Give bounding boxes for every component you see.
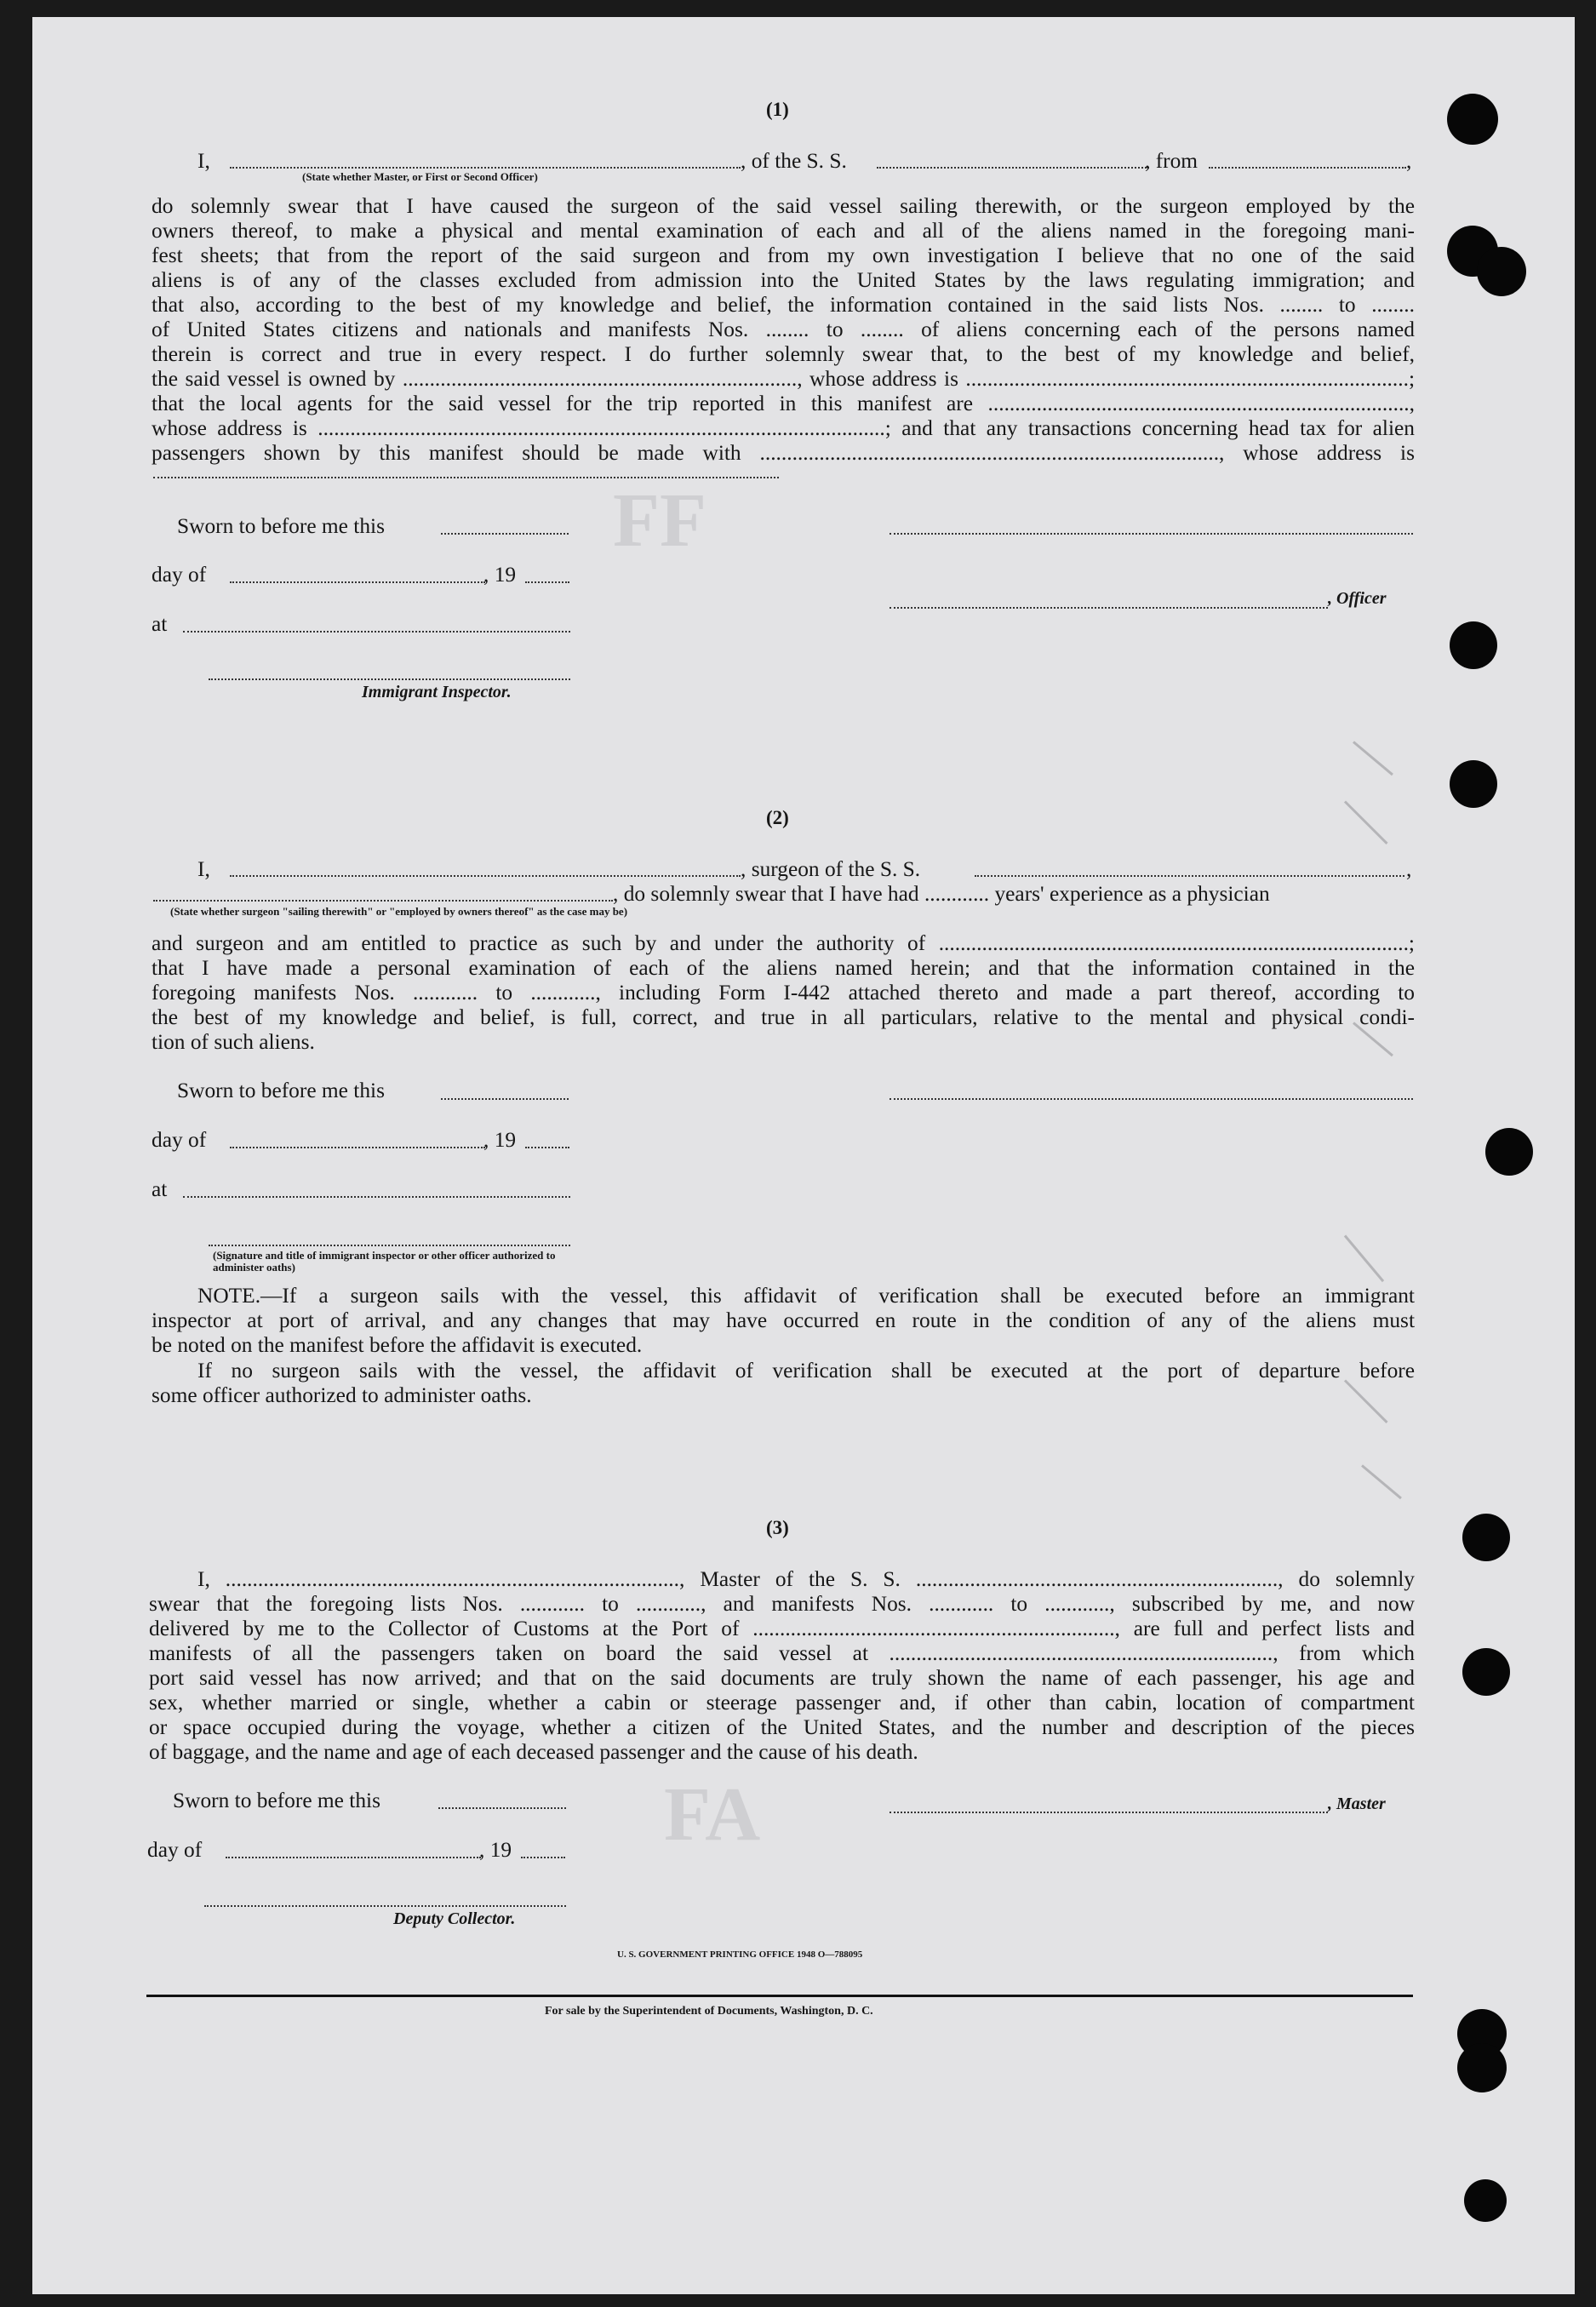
master-paragraph-line: or space occupied during the voyage, whether a citizen of the United States, and the number and description of the pieces <box>149 1715 1415 1739</box>
master-paragraph-line: of baggage, and the name and age of each deceased passenger and the cause of his death. <box>149 1740 918 1764</box>
trailing-comma: , <box>1406 857 1412 881</box>
master-oath-line: I, ...................................................................................., Master of the S. S. ..................................................................., do solemnly <box>197 1567 1415 1591</box>
day-label: day of <box>152 563 207 587</box>
oath-paragraph-line: the said vessel is owned by ........................................................................., whose address is ..................................................................................; <box>152 367 1415 391</box>
binder-hole <box>1477 247 1526 296</box>
binder-hole <box>1464 2179 1507 2222</box>
sworn-label: Sworn to before me this <box>177 1079 385 1102</box>
oath-paragraph-line: that the local agents for the said vessel for the trip reported in this manifest are .............................................................................., <box>152 392 1415 415</box>
master-paragraph-line: swear that the foregoing lists Nos. ............ to ............, and manifests Nos. ............ to ............, subscribed by me, and now <box>149 1592 1415 1616</box>
binder-hole <box>1450 621 1497 669</box>
surgeon-paragraph-line: tion of such aliens. <box>152 1030 315 1054</box>
oath-paragraph-line: aliens is of any of the classes excluded from admission into the United States by the laws regulating immigration; and <box>152 268 1415 292</box>
at-label: at <box>152 612 168 636</box>
officer-label: , Officer <box>1328 589 1387 608</box>
master-paragraph-line: manifests of all the passengers taken on board the said vessel at ......................................................................., from which <box>149 1641 1415 1665</box>
day-line <box>230 1147 485 1148</box>
master-signature-line <box>890 1812 1328 1813</box>
binder-hole <box>1457 2043 1507 2092</box>
officer-rank-note: (State whether Master, or First or Second Officer) <box>302 170 538 183</box>
address-continuation-line <box>153 477 779 478</box>
inspector-label: Immigrant Inspector. <box>362 683 512 701</box>
affiant-line <box>230 167 741 169</box>
signature-title-note: (Signature and title of immigrant inspector or other officer authorized to administer oaths) <box>213 1249 556 1274</box>
day-label: day of <box>147 1838 203 1862</box>
oath-paragraph-line: owners thereof, to make a physical and mental examination of each and all of the aliens named in the foregoing mani- <box>152 219 1415 243</box>
sworn-date-line <box>441 533 569 535</box>
surgeon-paragraph-line: the best of my knowledge and belief, is full, correct, and true in all particulars, relative to the mental and physical condi- <box>152 1005 1415 1029</box>
gpo-imprint: U. S. GOVERNMENT PRINTING OFFICE 1948 O—788095 <box>617 1949 863 1960</box>
surgeon-status-line <box>153 900 613 902</box>
oath-paragraph-line: of United States citizens and nationals and manifests Nos. ........ to ........ of aliens concerning each of the persons named <box>152 318 1415 341</box>
affiant-label: I, <box>197 149 210 173</box>
oath-paragraph-line: whose address is .........................................................................................................; and that any transactions concerning head tax for alien <box>152 416 1415 440</box>
section-3-heading: (3) <box>766 1517 789 1538</box>
at-label: at <box>152 1177 168 1201</box>
vessel-label: , of the S. S. <box>741 149 847 173</box>
oath-paragraph-line: fest sheets; that from the report of the said surgeon and from my own investigation I believe that no one of the said <box>152 243 1415 267</box>
signature-line <box>890 533 1413 535</box>
officer-signature-line <box>209 1245 570 1246</box>
bleed-through-mark: FF <box>613 478 706 563</box>
day-label: day of <box>152 1128 207 1152</box>
from-line <box>1209 167 1406 169</box>
inspector-signature-line <box>209 678 570 680</box>
year-label: , 19 <box>483 1128 517 1152</box>
note-paragraph-line: NOTE.—If a surgeon sails with the vessel, this affidavit of verification shall be executed before an immigrant <box>197 1284 1415 1308</box>
day-line <box>230 581 485 583</box>
sworn-label: Sworn to before me this <box>173 1789 380 1812</box>
oath-paragraph-line: that also, according to the best of my knowledge and belief, the information contained in the said lists Nos. ........ to ........ <box>152 293 1415 317</box>
sworn-date-line <box>438 1807 566 1809</box>
binder-hole <box>1485 1128 1533 1176</box>
year-line <box>525 1147 569 1148</box>
vessel-line <box>877 167 1149 169</box>
from-label: , from <box>1145 149 1198 173</box>
note-paragraph-line: inspector at port of arrival, and any changes that may have occurred en route in the condition of any of the aliens must <box>152 1308 1415 1332</box>
note-paragraph-line: some officer authorized to administer oaths. <box>152 1383 532 1407</box>
binder-hole <box>1450 760 1497 808</box>
deputy-collector-label: Deputy Collector. <box>393 1909 516 1928</box>
footer-rule <box>146 1995 1413 1997</box>
oath-paragraph-line: therein is correct and true in every respect. I do further solemnly swear that, to the best of my knowledge and belief, <box>152 342 1415 366</box>
year-line <box>521 1857 565 1858</box>
surgeon-name-line <box>230 875 741 877</box>
master-paragraph-line: sex, whether married or single, whether a cabin or steerage passenger and, if other than cabin, location of compartment <box>149 1691 1415 1715</box>
surgeon-experience-line: , do solemnly swear that I have had ............ years' experience as a physician <box>613 882 1270 906</box>
bleed-through-mark: FA <box>664 1772 761 1857</box>
master-paragraph-line: delivered by me to the Collector of Customs at the Port of ..................................................................., are full and perfect lists and <box>149 1617 1415 1640</box>
year-line <box>525 581 569 583</box>
surgeon-paragraph-line: that I have made a personal examination of each of the aliens named herein; and that the information contained in the <box>152 956 1415 980</box>
surgeon-paragraph-line: and surgeon and am entitled to practice as such by and under the authority of .......................................................................................; <box>152 931 1415 955</box>
sworn-date-line <box>441 1098 569 1100</box>
binder-hole <box>1447 94 1498 145</box>
surgeon-affiant-label: I, <box>197 857 210 881</box>
master-paragraph-line: port said vessel has now arrived; and that on the said documents are truly shown the name of each passenger, his age and <box>149 1666 1415 1690</box>
note-paragraph-line: be noted on the manifest before the affidavit is executed. <box>152 1333 643 1357</box>
sworn-label: Sworn to before me this <box>177 514 385 538</box>
day-line <box>226 1857 481 1858</box>
surgeon-vessel-line <box>975 875 1404 877</box>
surgeon-status-note: (State whether surgeon "sailing therewith" or "employed by owners thereof" as the case may be) <box>170 905 628 918</box>
officer-signature-line <box>890 607 1328 609</box>
signature-line <box>890 1098 1413 1100</box>
trailing-comma: , <box>1406 149 1412 173</box>
year-label: , 19 <box>479 1838 512 1862</box>
oath-paragraph-line: do solemnly swear that I have caused the surgeon of the said vessel sailing therewith, or the surgeon employed by the <box>152 194 1415 218</box>
master-label: , Master <box>1328 1795 1386 1813</box>
surgeon-paragraph-line: foregoing manifests Nos. ............ to ............, including Form I-442 attached thereto and made a part thereof, according to <box>152 981 1415 1005</box>
binder-hole <box>1462 1514 1510 1561</box>
sale-notice: For sale by the Superintendent of Documents, Washington, D. C. <box>545 2005 873 2018</box>
section-1-heading: (1) <box>766 99 789 120</box>
note-paragraph-line: If no surgeon sails with the vessel, the affidavit of verification shall be executed at the port of departure before <box>197 1359 1415 1382</box>
year-label: , 19 <box>483 563 517 587</box>
oath-paragraph-line: passengers shown by this manifest should be made with ....................................................................................., whose address is <box>152 441 1415 465</box>
collector-signature-line <box>204 1905 566 1907</box>
section-2-heading: (2) <box>766 807 789 828</box>
surgeon-vessel-label: , surgeon of the S. S. <box>741 857 921 881</box>
binder-hole <box>1462 1648 1510 1696</box>
at-line <box>183 631 570 633</box>
at-line <box>183 1196 570 1198</box>
